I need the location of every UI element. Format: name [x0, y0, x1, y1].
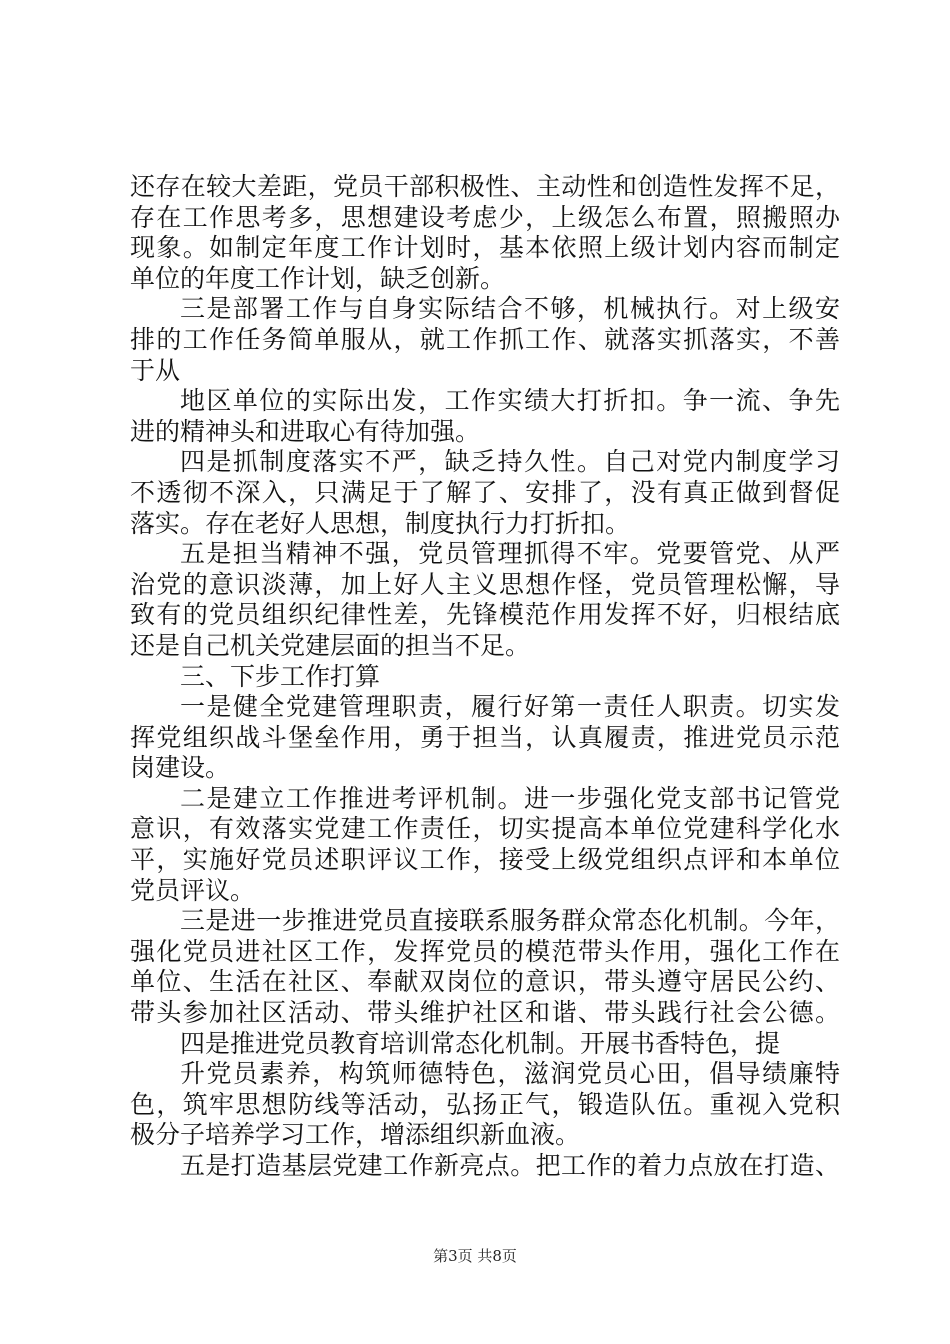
text-line: 五是打造基层党建工作新亮点。把工作的着力点放在打造、	[180, 1151, 840, 1180]
text-line: 升党员素养，构筑师德特色，滋润党员心田，倡导绩廉特	[180, 1059, 840, 1089]
text-line: 党员评议。	[130, 875, 256, 905]
text-line: 进的精神头和进取心有待加强。	[130, 416, 481, 446]
text-line: 于从	[130, 355, 181, 385]
text-line: 还存在较大差距，党员干部积极性、主动性和创造性发挥不足，	[130, 172, 840, 201]
text-line: 挥党组织战斗堡垒作用，勇于担当，认真履责，推进党员示范	[130, 722, 840, 752]
text-line: 还是自己机关党建层面的担当不足。	[130, 630, 531, 660]
text-line: 单位的年度工作计划，缺乏创新。	[130, 263, 506, 293]
text-line: 存在工作思考多，思想建设考虑少，上级怎么布置，照搬照办	[130, 202, 840, 232]
text-line: 三是进一步推进党员直接联系服务群众常态化机制。今年，	[180, 906, 840, 936]
text-line: 四是推进党员教育培训常态化机制。开展书香特色，提	[180, 1028, 781, 1058]
text-line: 不透彻不深入，只满足于了解了、安排了，没有真正做到督促	[130, 477, 840, 507]
text-line: 四是抓制度落实不严，缺乏持久性。自己对党内制度学习	[180, 447, 840, 477]
text-line: 二是建立工作推进考评机制。进一步强化党支部书记管党	[180, 783, 840, 813]
section-heading: 三、下步工作打算	[180, 661, 381, 691]
text-line: 治党的意识淡薄，加上好人主义思想作怪，党员管理松懈，导	[130, 569, 840, 599]
text-line: 排的工作任务简单服从，就工作抓工作、就落实抓落实，不善	[130, 324, 840, 354]
text-line: 三是部署工作与自身实际结合不够，机械执行。对上级安	[180, 294, 840, 324]
text-line: 岗建设。	[130, 753, 231, 783]
page-number-footer: 第3页 共8页	[433, 1247, 517, 1265]
text-line: 地区单位的实际出发，工作实绩大打折扣。争一流、争先	[180, 386, 840, 416]
text-line: 致有的党员组织纪律性差，先锋模范作用发挥不好，归根结底	[130, 600, 840, 630]
text-line: 现象。如制定年度工作计划时，基本依照上级计划内容而制定	[130, 233, 840, 263]
text-line: 强化党员进社区工作，发挥党员的模范带头作用，强化工作在	[130, 936, 840, 966]
text-line: 五是担当精神不强，党员管理抓得不牢。党要管党、从严	[180, 539, 840, 569]
text-line: 带头参加社区活动、带头维护社区和谐、带头践行社会公德。	[130, 998, 840, 1028]
text-line: 意识，有效落实党建工作责任，切实提高本单位党建科学化水	[130, 814, 840, 844]
text-line: 一是健全党建管理职责，履行好第一责任人职责。切实发	[180, 692, 840, 722]
text-line: 色，筑牢思想防线等活动，弘扬正气，锻造队伍。重视入党积	[130, 1089, 840, 1119]
document-body	[130, 172, 840, 1182]
text-line: 落实。存在老好人思想，制度执行力打折扣。	[130, 508, 631, 538]
text-line: 平，实施好党员述职评议工作，接受上级党组织点评和本单位	[130, 845, 840, 875]
text-line: 极分子培养学习工作，增添组织新血液。	[130, 1120, 581, 1150]
text-line: 单位、生活在社区、奉献双岗位的意识，带头遵守居民公约、	[130, 967, 840, 997]
